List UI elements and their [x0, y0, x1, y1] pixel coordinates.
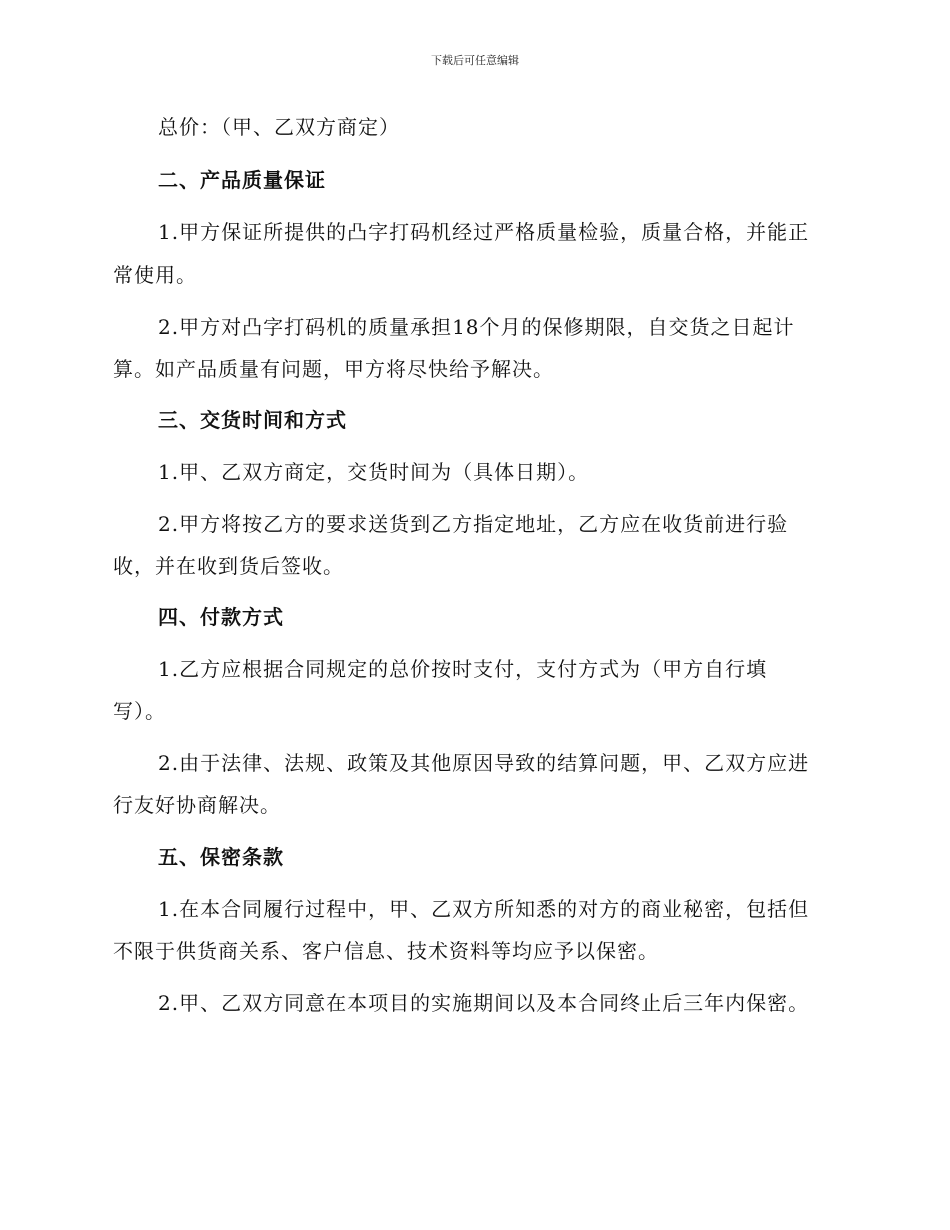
page-header: 下载后可任意编辑: [431, 54, 519, 67]
section-2-heading: 二、产品质量保证: [158, 168, 326, 192]
section-5-paragraph-2: 2.甲、乙双方同意在本项目的实施期间以及本合同终止后三年内保密。: [158, 991, 810, 1015]
section-5-paragraph-1-line-1: 1.在本合同履行过程中，甲、乙双方所知悉的对方的商业秘密，包括但: [158, 897, 810, 921]
section-3-paragraph-2-line-1: 2.甲方将按乙方的要求送货到乙方指定地址，乙方应在收货前进行验: [158, 512, 789, 536]
section-3-paragraph-2-line-2: 收，并在收到货后签收。: [113, 554, 344, 578]
section-4-heading: 四、付款方式: [158, 605, 284, 629]
section-3-heading: 三、交货时间和方式: [158, 408, 347, 432]
section-5-paragraph-1-line-2: 不限于供货商关系、客户信息、技术资料等均应予以保密。: [113, 939, 659, 963]
section-2-paragraph-2-line-2: 算。如产品质量有问题，甲方将尽快给予解决。: [113, 357, 554, 381]
section-3-paragraph-1: 1.甲、乙双方商定，交货时间为（具体日期）。: [158, 460, 590, 484]
section-5-heading: 五、保密条款: [158, 845, 284, 869]
section-2-paragraph-1-line-2: 常使用。: [113, 263, 197, 287]
section-4-paragraph-2-line-1: 2.由于法律、法规、政策及其他原因导致的结算问题，甲、乙双方应进: [158, 751, 810, 775]
section-2-paragraph-1-line-1: 1.甲方保证所提供的凸字打码机经过严格质量检验，质量合格，并能正: [158, 220, 810, 244]
section-4-paragraph-1-line-2: 写）。: [113, 699, 166, 723]
total-price-line: 总价：（甲、乙双方商定）: [158, 115, 400, 139]
section-4-paragraph-2-line-2: 行友好协商解决。: [113, 793, 281, 817]
section-2-paragraph-2-line-1: 2.甲方对凸字打码机的质量承担18个月的保修期限，自交货之日起计: [158, 315, 795, 339]
section-4-paragraph-1-line-1: 1.乙方应根据合同规定的总价按时支付，支付方式为（甲方自行填: [158, 657, 768, 681]
